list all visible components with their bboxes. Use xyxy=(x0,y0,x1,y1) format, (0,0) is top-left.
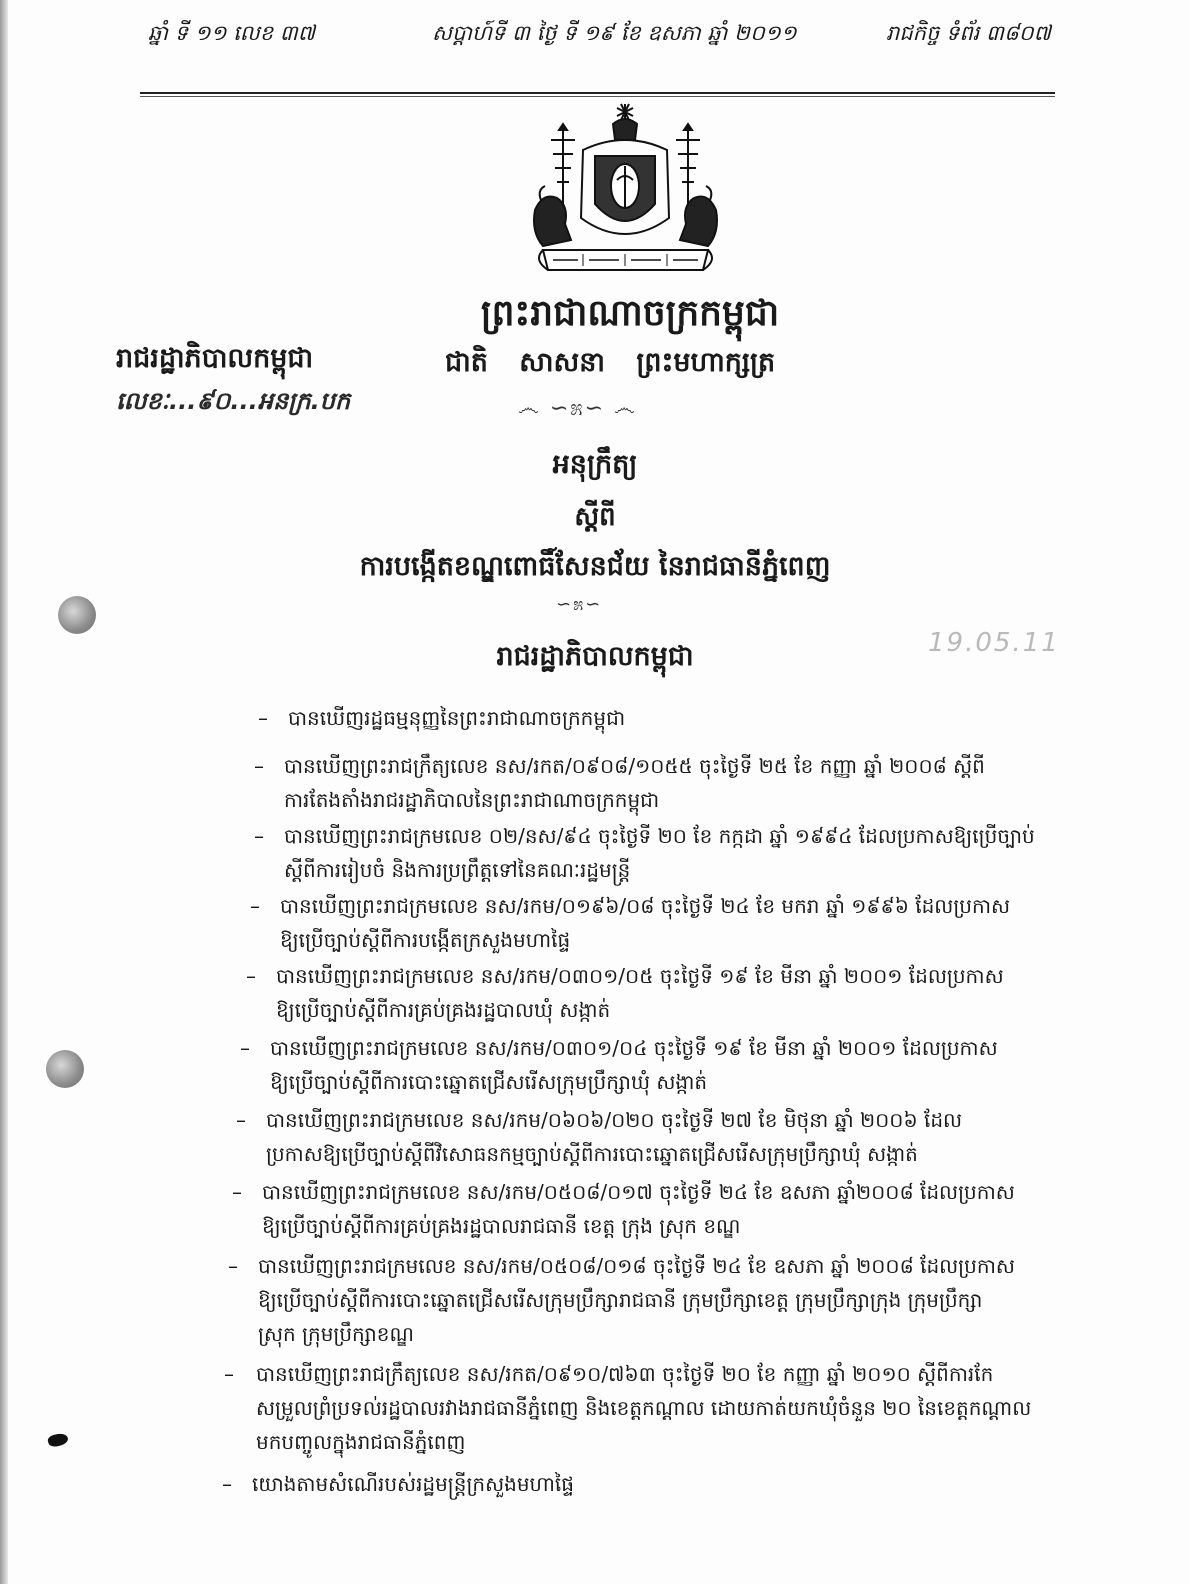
list-item-line: បានឃើញព្រះរាជក្រមលេខ នស/រកម/០១៩៦/០៨ ចុះថ្ងៃទី ២៤ ខែ មករា ឆ្នាំ ១៩៩៦ ដែលប្រកាស xyxy=(280,894,1011,918)
ink-smudge xyxy=(47,1432,69,1449)
list-bullet: – xyxy=(240,1036,250,1060)
header-issue-number: ឆ្នាំ ទី ១១ លេខ ៣៧ xyxy=(148,21,315,45)
royal-coat-of-arms-icon xyxy=(523,100,728,280)
list-item-line: បានឃើញព្រះរាជក្រឹត្យលេខ នស/រកត/០៩១០/៧៦៣ ចុះថ្ងៃទី ២០ ខែ កញ្ញា ឆ្នាំ ២០១០ ស្តីពីការកែ xyxy=(256,1362,994,1386)
list-item-line: បានឃើញរដ្ឋធម្មនុញ្ញនៃព្រះរាជាណាចក្រកម្ពុជា xyxy=(288,706,626,730)
header-rule-thin xyxy=(140,96,1055,97)
document-subject: ការបង្កើតខណ្ឌពោធិ៍សែនជ័យ នៃរាជធានីភ្នំពេញ xyxy=(359,551,831,582)
list-item-line: បានឃើញព្រះរាជក្រមលេខ ០២/នស/៩៤ ចុះថ្ងៃទី ២០ ខែ កក្កដា ឆ្នាំ ១៩៩៤ ដែលប្រកាសឱ្យប្រើច្បាប់ xyxy=(284,824,1035,848)
punch-hole xyxy=(58,596,96,634)
list-item-line: បានឃើញព្រះរាជក្រមលេខ នស/រកម/០៣០១/០៥ ចុះថ្ងៃទី ១៩ ខែ មីនា ឆ្នាំ ២០០១ ដែលប្រកាស xyxy=(276,964,1004,988)
list-bullet: – xyxy=(236,1108,246,1132)
regarding-label: ស្តីពី xyxy=(574,502,616,532)
issuer-heading: រាជរដ្ឋាភិបាលកម្ពុជា xyxy=(496,641,694,672)
list-item-line: សម្រួលព្រំប្រទល់រដ្ឋបាលរវាងរាជធានីភ្នំពេញ និងខេត្តកណ្តាល ដោយកាត់យកឃុំចំនួន ២០ នៃខេត្តកណ្តាល xyxy=(256,1396,1032,1420)
national-motto: ជាតិ សាសនា ព្រះមហាក្សត្រ xyxy=(445,347,776,378)
ornament-divider-small: ∽೫∽ xyxy=(556,594,603,615)
list-bullet: – xyxy=(224,1362,234,1386)
government-label: រាជរដ្ឋាភិបាលកម្ពុជា xyxy=(116,343,314,374)
header-rule xyxy=(140,92,1055,94)
header-page-number: រាជកិច្ច ទំព័រ ៣៨០៧ xyxy=(886,21,1051,45)
list-item-line: បានឃើញព្រះរាជក្រមលេខ នស/រកម/០៥០៨/០១៧ ចុះថ្ងៃទី ២៤ ខែ ឧសភា ឆ្នាំ២០០៨ ដែលប្រកាស xyxy=(262,1180,1015,1204)
document-type: អនុក្រឹត្យ xyxy=(552,449,638,480)
list-bullet: – xyxy=(258,706,268,730)
list-item-line: បានឃើញព្រះរាជក្រមលេខ នស/រកម/០៦០៦/០២០ ចុះថ្ងៃទី ២៧ ខែ មិថុនា ឆ្នាំ ២០០៦ ដែល xyxy=(266,1108,963,1132)
list-bullet: – xyxy=(232,1180,242,1204)
list-item-line: ឱ្យប្រើច្បាប់ស្តីពីការគ្រប់គ្រងរដ្ឋបាលរាជធានី ខេត្ត ក្រុង ស្រុក ខណ្ឌ xyxy=(262,1214,741,1238)
list-item-line: យោងតាមសំណើរបស់រដ្ឋមន្ត្រីក្រសួងមហាផ្ទៃ xyxy=(252,1472,574,1496)
list-bullet: – xyxy=(254,754,264,778)
list-item-line: មកបញ្ចូលក្នុងរាជធានីភ្នំពេញ xyxy=(256,1430,466,1454)
received-stamp: 19.05.11 xyxy=(928,628,1060,658)
ornament-divider: ෴ ∽೫∽ ෴ xyxy=(518,396,637,421)
list-item-line: ឱ្យប្រើច្បាប់ស្តីពីការបង្កើតក្រសួងមហាផ្ទៃ xyxy=(280,928,571,952)
list-item-line: បានឃើញព្រះរាជក្រឹត្យលេខ នស/រកត/០៩០៨/១០៥៥ ចុះថ្ងៃទី ២៥ ខែ កញ្ញា ឆ្នាំ ២០០៨ ស្តីពី xyxy=(284,754,985,778)
list-bullet: – xyxy=(250,894,260,918)
list-bullet: – xyxy=(246,964,256,988)
list-item-line: ឱ្យប្រើច្បាប់ស្តីពីការបោះឆ្នោតជ្រើសរើសក្រុមប្រឹក្សាឃុំ សង្កាត់ xyxy=(270,1070,708,1094)
list-item-line: ឱ្យប្រើច្បាប់ស្តីពីការបោះឆ្នោតជ្រើសរើសក្រុមប្រឹក្សារាជធានី ក្រុមប្រឹក្សាខេត្ត ក្រុមប្រឹក្សាក្រុង ក្រុមប្រឹក្សា xyxy=(258,1288,983,1312)
reference-number: លេខៈ...៩០...អនក្រ.បក xyxy=(116,387,351,415)
list-bullet: – xyxy=(222,1472,232,1496)
list-item-line: ប្រកាសឱ្យប្រើច្បាប់ស្តីពីវិសោធនកម្មច្បាប់ស្តីពីការបោះឆ្នោតជ្រើសរើសក្រុមប្រឹក្សាឃុំ សង្កាត់ xyxy=(266,1142,918,1166)
kingdom-heading: ព្រះរាជាណាចក្រកម្ពុជា xyxy=(480,293,780,334)
list-bullet: – xyxy=(228,1254,238,1278)
list-item-line: ឱ្យប្រើច្បាប់ស្តីពីការគ្រប់គ្រងរដ្ឋបាលឃុំ សង្កាត់ xyxy=(276,998,611,1022)
list-item-line: បានឃើញព្រះរាជក្រមលេខ នស/រកម/០៣០១/០៤ ចុះថ្ងៃទី ១៩ ខែ មីនា ឆ្នាំ ២០០១ ដែលប្រកាស xyxy=(270,1036,998,1060)
header-date: សប្តាហ៍ទី ៣ ថ្ងៃ ទី ១៩ ខែ ឧសភា ឆ្នាំ ២០១១ xyxy=(432,21,797,45)
list-bullet: – xyxy=(254,824,264,848)
punch-hole xyxy=(46,1050,84,1088)
list-item-line: ស្រុក ក្រុមប្រឹក្សាខណ្ឌ xyxy=(258,1322,414,1346)
list-item-line: ការតែងតាំងរាជរដ្ឋាភិបាលនៃព្រះរាជាណាចក្រកម្ពុជា xyxy=(284,788,660,812)
scan-edge xyxy=(0,0,8,1584)
list-item-line: បានឃើញព្រះរាជក្រមលេខ នស/រកម/០៥០៨/០១៨ ចុះថ្ងៃទី ២៤ ខែ ឧសភា ឆ្នាំ ២០០៨ ដែលប្រកាស xyxy=(258,1254,1015,1278)
list-item-line: ស្តីពីការរៀបចំ និងការប្រព្រឹត្តទៅនៃគណៈរដ្ឋមន្ត្រី xyxy=(284,858,631,882)
